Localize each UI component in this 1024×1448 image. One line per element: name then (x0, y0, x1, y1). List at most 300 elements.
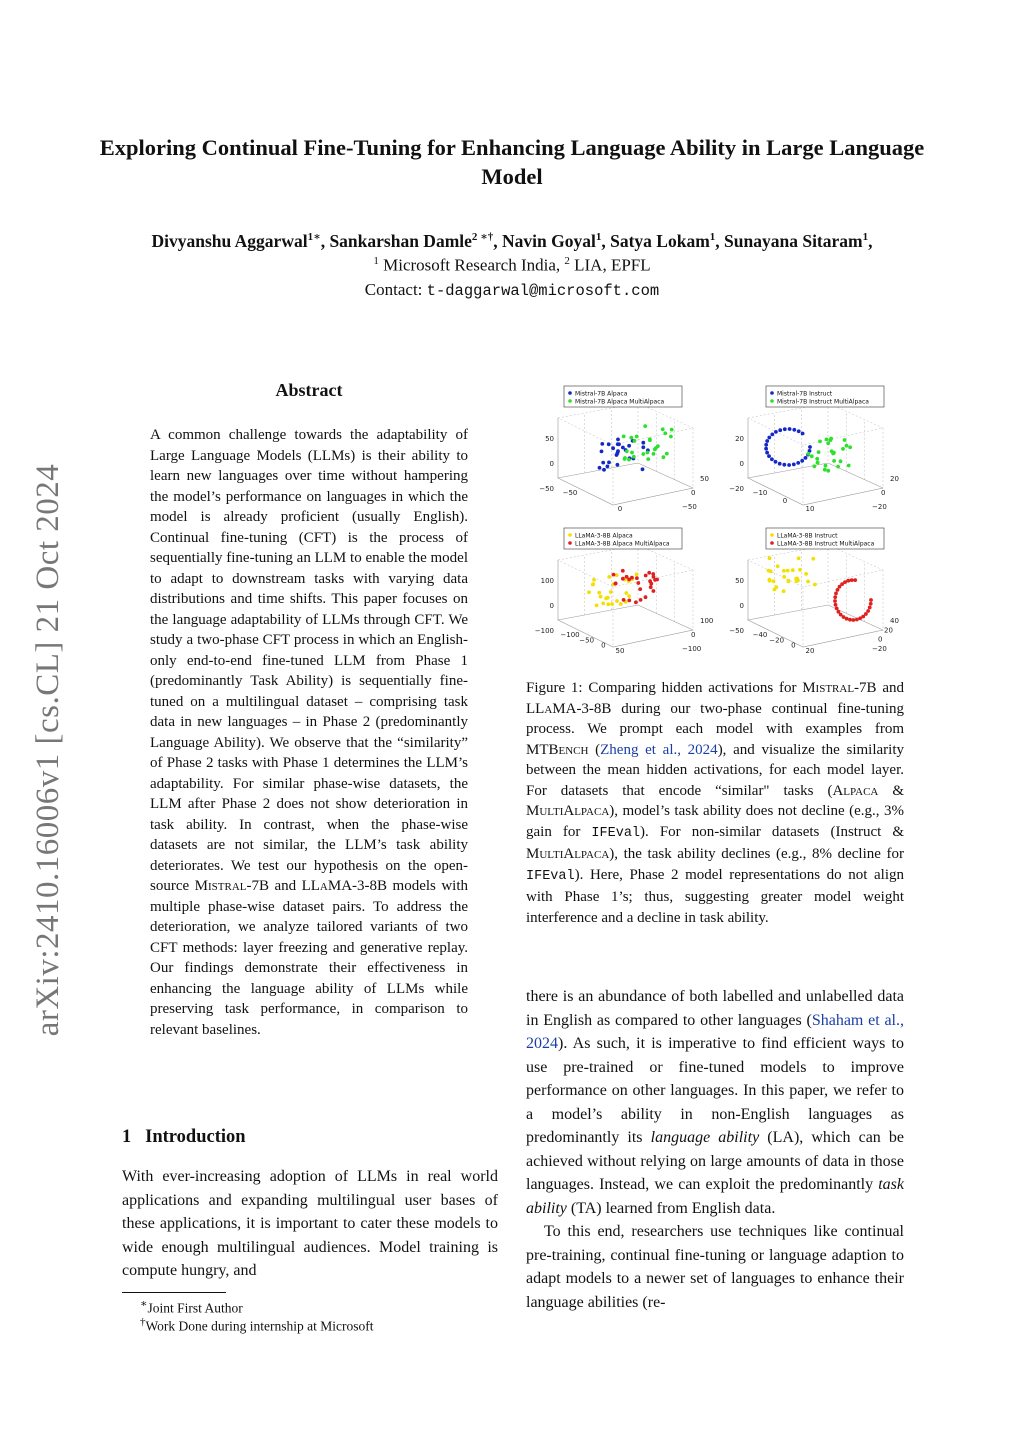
scatter-point (627, 599, 631, 603)
x-tick-label: 50 (615, 647, 625, 655)
legend-marker (770, 391, 774, 395)
scatter-point (648, 438, 652, 442)
scatter-point (843, 580, 847, 584)
scatter-point (621, 577, 625, 581)
scatter-point (639, 598, 643, 602)
arxiv-stamp: arXiv:2410.16006v1 [cs.CL] 21 Oct 2024 (30, 463, 66, 1037)
scatter-point (606, 602, 610, 606)
scatter-point (768, 578, 772, 582)
scatter-point (768, 556, 772, 560)
benchmark-name: IFEval (526, 868, 575, 884)
scatter-point (833, 595, 837, 599)
x-tick-label: −20 (769, 636, 785, 645)
contact-line (40, 280, 984, 300)
author-list (40, 230, 984, 252)
scatter-point (800, 459, 804, 463)
y-tick-label: 0 (881, 489, 886, 497)
author-sep: , (715, 230, 725, 251)
caption-text: ). For non-similar datasets (Instruct & (640, 823, 904, 840)
scatter-point (773, 588, 777, 592)
scatter-point (665, 452, 669, 456)
scatter-point (591, 582, 595, 586)
scatter-point (847, 464, 851, 468)
benchmark-name: IFEval (591, 825, 641, 841)
scatter-point (607, 575, 611, 579)
scatter-point (783, 427, 787, 431)
scatter-point (782, 589, 786, 593)
y-tick-label: −100 (682, 645, 702, 653)
benchmark-name: MTBench (526, 741, 589, 758)
z-tick-label: 0 (549, 602, 554, 610)
scatter-point (786, 569, 790, 573)
right-column-body (526, 985, 904, 1314)
plot-box-bottom (748, 463, 886, 505)
scatter-point (644, 574, 648, 578)
y-tick-label: 100 (700, 617, 714, 625)
scatter-point (796, 461, 800, 465)
scatter-point (807, 452, 811, 456)
scatter-point (624, 591, 628, 595)
scatter-point (595, 604, 599, 608)
caption-text: ). Here, Phase 2 model representations do not align with Phase 1’s; thus, suggesting greater model weight interference and a decline in task ability. (526, 866, 904, 926)
scatter-point (774, 460, 778, 464)
plot-box-bottom (558, 605, 696, 647)
scatter-point (834, 603, 838, 607)
affiliation-mark: 1 (373, 255, 379, 267)
scatter-point (625, 449, 629, 453)
z-tick-label: 0 (739, 460, 744, 468)
scatter-point (764, 447, 768, 451)
contact-email[interactable]: t-daggarwal@microsoft.com (426, 282, 660, 300)
scatter-point (654, 446, 658, 450)
paragraph: To this end, researchers use techniques like continual pre-training, continual fine-tuning or language adaption to adapt models to a newer set of languages to enhance their language abilities (re- (526, 1223, 904, 1311)
caption-text: during our two-phase continual fine-tuning process. We prompt each model with examples from (526, 700, 904, 737)
footnote-rule (122, 1292, 226, 1293)
author-mark: 1 (709, 231, 716, 243)
dataset-name: Alpaca (832, 782, 879, 799)
scatter-point (627, 458, 631, 462)
scatter-plot (528, 525, 718, 665)
z-tick-label: −50 (539, 485, 554, 493)
scatter-point (612, 573, 616, 577)
scatter-point (765, 439, 769, 443)
scatter-point (836, 588, 840, 592)
scatter-point (826, 469, 830, 473)
scatter-point (599, 595, 603, 599)
scatter-point (825, 438, 829, 442)
scatter-point (622, 598, 626, 602)
footnote (140, 1316, 374, 1335)
y-tick-label: 20 (890, 475, 899, 483)
legend-label: LLaMA-3-8B Alpaca MultiAlpaca (575, 540, 670, 548)
legend-label: Mistral-7B Instruct MultiAlpaca (777, 398, 869, 406)
scatter-point (816, 461, 820, 465)
scatter-point (787, 580, 791, 584)
scatter-point (592, 578, 596, 582)
scatter-point (649, 585, 653, 589)
legend-label: Mistral-7B Instruct (777, 390, 833, 398)
scatter-point (804, 572, 808, 576)
author-name: Sankarshan Damle (329, 230, 472, 251)
scatter-point (806, 580, 810, 584)
x-tick-label: −10 (752, 489, 768, 497)
scatter-point (843, 438, 847, 442)
z-tick-label: 50 (545, 435, 554, 443)
scatter-point (797, 556, 801, 560)
legend-marker (568, 541, 572, 545)
scatter-point (646, 451, 650, 455)
abstract-text: and (268, 878, 302, 894)
author-name: Satya Lokam (610, 230, 710, 251)
x-tick-label: 0 (782, 497, 788, 505)
scatter-point (826, 441, 830, 445)
plot-box-bottom (558, 463, 696, 505)
y-tick-label: 0 (691, 631, 696, 639)
legend-label: Mistral-7B Alpaca (575, 390, 628, 398)
scatter-point (616, 463, 620, 467)
scatter-point (791, 568, 795, 572)
scatter-point (804, 456, 808, 460)
legend-label: LLaMA-3-8B Instruct MultiAlpaca (777, 540, 875, 548)
legend-label: LLaMA-3-8B Alpaca (575, 532, 633, 540)
scatter-plot (528, 383, 718, 523)
legend-label: Mistral-7B Alpaca MultiAlpaca (575, 398, 665, 406)
scatter-point (617, 442, 621, 446)
x-tick-label: 0 (791, 641, 796, 650)
author-sep: , (868, 230, 873, 251)
scatter-point (813, 583, 817, 587)
scatter-point (782, 575, 786, 579)
scatter-point (606, 596, 610, 600)
scatter-point (833, 599, 837, 603)
affiliations (40, 255, 984, 276)
scatter-point (848, 445, 852, 449)
scatter-point (797, 429, 801, 433)
scatter-point (830, 449, 834, 453)
scatter-point (611, 446, 615, 450)
author-name: Divyanshu Aggarwal (151, 230, 308, 251)
scatter-plot (718, 525, 908, 665)
legend-marker (568, 533, 572, 537)
scatter-point (627, 594, 631, 598)
legend-marker (568, 391, 572, 395)
scatter-point (621, 569, 625, 573)
scatter-point (627, 444, 631, 448)
scatter-point (852, 618, 856, 622)
scatter-point (811, 557, 815, 561)
model-name: LLaMA-3-8B (526, 700, 612, 717)
scatter-point (808, 445, 812, 449)
z-tick-label: 0 (549, 460, 554, 468)
paragraph (526, 985, 904, 1220)
scatter-point (846, 579, 850, 583)
scatter-point (841, 447, 845, 451)
affiliation-1: Microsoft Research India, (378, 255, 565, 275)
scatter-point (634, 600, 638, 604)
scatter-point (670, 428, 674, 432)
body-text: (LA), which can be achieved without relying on large amounts of data in those languages. Instead, we can exploit the predominantly (526, 1129, 904, 1193)
scatter-point (792, 463, 796, 467)
caption-text: Figure 1: Comparing hidden activations for (526, 680, 803, 696)
z-tick-label: 50 (735, 577, 744, 585)
scatter-point (635, 435, 639, 439)
citation-link[interactable]: Shaham et al., 2024 (526, 1011, 905, 1052)
affiliation-2: LIA, EPFL (569, 255, 651, 275)
scatter-point (817, 450, 821, 454)
scatter-panel-mistral-instruct (718, 383, 908, 523)
x-tick-label: −50 (579, 636, 595, 645)
legend-marker (770, 533, 774, 537)
citation-link[interactable]: Zheng et al., 2024 (600, 741, 718, 758)
scatter-point (646, 457, 650, 461)
dataset-name: MultiAlpaca (526, 803, 610, 819)
scatter-point (772, 579, 776, 583)
intro-paragraph: With ever-increasing adoption of LLMs in real world applications and expanding multilingual user bases of these applications, it is important to cater these models to wide enough multilingual audiences. Model training is compute hungry, and (122, 1168, 498, 1279)
author-sep: , (601, 230, 611, 251)
abstract-text: A common challenge towards the adaptability of Large Language Models (LLMs) is their ability to learn new languages over time without hampering the model’s performance on languages in which the model is already proficient (usually English). Continual fine-tuning (CFT) is the process of sequentially fine-tuning an LLM to enable the model to adapt to downstream tasks with varying data distributions and time shifts. This paper focuses on the language adaptability of LLMs through CFT. We study a two-phase CFT process in which an English-only end-to-end fine-tuned LLM from Phase 1 (predominantly Task Ability) is sequentially fine-tuned on a multilingual dataset – comprising task data in new languages – in Phase 2 (predominantly Language Ability). We observe that the “similarity” of Phase 2 tasks with Phase 1 determines the LLM’s adaptability. For similar phase-wise datasets, the LLM after Phase 2 does not show deterioration in task ability. In contrast, when the phase-wise datasets are not similar, the LLM’s task ability deteriorates. We test our hypothesis on the open-source (150, 427, 468, 894)
scatter-point (601, 461, 605, 465)
scatter-point (615, 573, 619, 577)
model-name: LLaMA-3-8B (301, 878, 388, 894)
section-title: Introduction (145, 1127, 246, 1147)
scatter-point (635, 573, 639, 577)
scatter-point (655, 578, 659, 582)
scatter-point (778, 428, 782, 432)
scatter-point (652, 589, 656, 593)
caption-text: ), model’s task ability does not decline (e.g., 3% gain for (526, 803, 904, 840)
y-tick-label: −50 (682, 503, 697, 511)
plot-box-top (558, 403, 693, 445)
z-tick-label: 20 (735, 435, 744, 443)
scatter-point (767, 454, 771, 458)
author-mark: 1∗ (307, 231, 321, 243)
scatter-point (643, 424, 647, 428)
scatter-point (607, 461, 611, 465)
scatter-point (641, 467, 645, 471)
footnote-mark: † (140, 1316, 146, 1328)
legend-marker (770, 399, 774, 403)
z-tick-label: 100 (540, 577, 554, 585)
scatter-point (765, 451, 769, 455)
scatter-point (625, 575, 629, 579)
scatter-point (823, 468, 827, 472)
scatter-point (782, 463, 786, 467)
scatter-point (776, 564, 780, 568)
scatter-point (858, 616, 862, 620)
footnote-text: Joint First Author (147, 1300, 243, 1316)
scatter-point (794, 577, 798, 581)
author-mark: 2 ∗† (471, 231, 494, 243)
legend-marker (770, 541, 774, 545)
y-tick-label: 40 (890, 617, 899, 625)
scatter-point (788, 427, 792, 431)
term-emphasis: task ability (526, 1176, 904, 1217)
scatter-point (636, 581, 640, 585)
scatter-point (767, 569, 771, 573)
y-tick-label: 0 (878, 635, 883, 644)
scatter-point (774, 430, 778, 434)
dataset-name: MultiAlpaca (526, 846, 610, 862)
scatter-point (610, 602, 614, 606)
scatter-point (652, 452, 656, 456)
model-name: Mistral-7B (802, 680, 877, 696)
abstract-body (150, 425, 468, 1040)
scatter-point (787, 463, 791, 467)
scatter-point (602, 468, 606, 472)
scatter-point (868, 606, 872, 610)
scatter-point (629, 436, 633, 440)
scatter-point (836, 465, 840, 469)
z-tick-label: 0 (739, 602, 744, 610)
scatter-point (824, 464, 828, 468)
scatter-point (615, 599, 619, 603)
body-text: there is an abundance of both labelled and unlabelled data in English as compared to other languages ( (526, 988, 904, 1029)
scatter-point (782, 569, 786, 573)
scatter-point (767, 436, 771, 440)
author-mark: 1 (595, 231, 602, 243)
scatter-point (598, 466, 602, 470)
caption-text: & (878, 782, 904, 799)
section-number: 1 (122, 1127, 132, 1147)
scatter-point (855, 618, 859, 622)
x-tick-label: −50 (562, 489, 578, 497)
scatter-point (606, 465, 610, 469)
scatter-plot (718, 383, 908, 523)
scatter-point (853, 578, 857, 582)
scatter-point (845, 444, 849, 448)
scatter-point (616, 438, 620, 442)
y-tick-label: 50 (700, 475, 709, 483)
z-tick-label: −50 (729, 627, 744, 635)
scatter-point (837, 610, 841, 614)
caption-text: and (876, 680, 904, 696)
abstract-heading: Abstract (275, 380, 343, 400)
scatter-point (641, 452, 645, 456)
scatter-point (607, 442, 611, 446)
section-heading-introduction (122, 1127, 246, 1148)
scatter-point (669, 435, 673, 439)
legend-marker (568, 399, 572, 403)
footnote-text: Work Done during internship at Microsoft (145, 1318, 374, 1334)
scatter-point (661, 427, 665, 431)
y-tick-label: 0 (691, 489, 696, 497)
scatter-point (778, 462, 782, 466)
scatter-point (801, 432, 805, 436)
caption-text: ), the task ability declines (e.g., 8% decline for (609, 846, 904, 862)
caption-text: ), and visualize the similarity between the mean hidden activations, for each model layer. For datasets that encode “similar" tasks ( (526, 741, 904, 799)
author-sep: , (493, 230, 503, 251)
scatter-point (818, 440, 822, 444)
scatter-point (834, 592, 838, 596)
x-tick-label: 20 (805, 647, 815, 655)
scatter-point (869, 598, 873, 602)
scatter-point (597, 591, 601, 595)
y-tick-label: 20 (884, 626, 893, 635)
scatter-point (832, 459, 836, 463)
legend-label: LLaMA-3-8B Instruct (777, 532, 838, 540)
author-sep: , (320, 230, 330, 251)
scatter-point (835, 607, 839, 611)
y-tick-label: −20 (872, 645, 887, 653)
scatter-point (848, 618, 852, 622)
scatter-point (644, 595, 648, 599)
scatter-point (600, 450, 604, 454)
term-emphasis: language ability (650, 1129, 760, 1146)
author-name: Sunayana Sitaram (724, 230, 863, 251)
scatter-point (601, 602, 605, 606)
plot-box-bottom (748, 605, 883, 647)
scatter-point (632, 455, 636, 459)
scatter-point (663, 431, 667, 435)
scatter-point (869, 602, 873, 606)
scatter-point (770, 433, 774, 437)
scatter-point (651, 572, 655, 576)
author-name: Navin Goyal (502, 230, 596, 251)
scatter-point (798, 568, 802, 572)
scatter-point (829, 438, 833, 442)
scatter-panel-llama-alpaca (528, 525, 718, 665)
footnote-mark: ∗ (140, 1298, 148, 1310)
scatter-point (839, 459, 843, 463)
scatter-point (616, 449, 620, 453)
scatter-point (648, 579, 652, 583)
model-name: Mistral-7B (194, 878, 269, 894)
z-tick-label: −100 (534, 627, 554, 635)
x-tick-label: 0 (601, 641, 606, 650)
scatter-point (638, 587, 642, 591)
footnote (140, 1297, 243, 1317)
scatter-point (600, 442, 604, 446)
scatter-point (641, 445, 645, 449)
scatter-point (770, 457, 774, 461)
scatter-panel-llama-instruct (718, 525, 908, 665)
body-text: ). As such, it is imperative to find efficient ways to use pre-trained or fine-tuned models to improve performance on other languages. In this paper, we refer to a model’s ability in non-English languages as predominantly its (526, 1035, 904, 1146)
x-tick-label: −100 (560, 631, 580, 639)
scatter-point (662, 455, 666, 459)
contact-label: Contact: (364, 280, 427, 299)
x-tick-label: 0 (617, 505, 623, 513)
scatter-point (850, 578, 854, 582)
paper-title: Exploring Continual Fine-Tuning for Enhancing Language Ability in Large Language Model (99, 135, 925, 189)
figure-caption: Figure 1: Comparing hidden activations for Mistral-7B and LLaMA-3-8B during our two-phase continual fine-tuning process. We prompt each model with examples from MTBench (Zheng et al., 2024), and visualize the similarity between the mean hidden activations, for each model layer. For datasets that encode “similar" tasks (Alpaca & MultiAlpaca), model’s task ability does not decline (e.g., 3% gain for IFEval). For non-similar datasets (Instruct & MultiAlpaca), the task ability declines (e.g., 8% decline for IFEval). Here, Phase 2 model representations do not align with Phase 1’s; thus, suggesting greater model weight interference and a decline in task ability. (526, 680, 904, 926)
scatter-point (812, 464, 816, 468)
y-tick-label: −20 (872, 503, 887, 511)
scatter-point (641, 441, 645, 445)
scatter-point (587, 590, 591, 594)
scatter-point (635, 576, 639, 580)
scatter-point (792, 428, 796, 432)
scatter-point (619, 602, 623, 606)
body-text: (TA) learned from English data. (566, 1199, 776, 1217)
abstract-text: models with multiple phase-wise dataset pairs. To address the deterioration, we analyze tailored variants of two CFT methods: layer freezing and generative replay. Our findings demonstrate their effectiveness in enhancing the language ability of LLMs while preserving task performance, in comparison to relevant baselines. (150, 878, 469, 1038)
scatter-point (622, 435, 626, 439)
scatter-point (609, 590, 613, 594)
scatter-panel-mistral-alpaca (528, 383, 718, 523)
scatter-point (764, 443, 768, 447)
scatter-point (623, 457, 627, 461)
x-tick-label: 10 (805, 505, 815, 513)
author-mark: 1 (862, 231, 869, 243)
affiliation-mark: 2 (564, 255, 570, 267)
x-tick-label: −40 (752, 631, 768, 639)
z-tick-label: −20 (729, 485, 744, 493)
scatter-point (810, 454, 814, 458)
scatter-point (614, 582, 618, 586)
scatter-point (630, 451, 634, 455)
scatter-point (815, 457, 819, 461)
scatter-point (647, 571, 651, 575)
scatter-point (633, 439, 637, 443)
